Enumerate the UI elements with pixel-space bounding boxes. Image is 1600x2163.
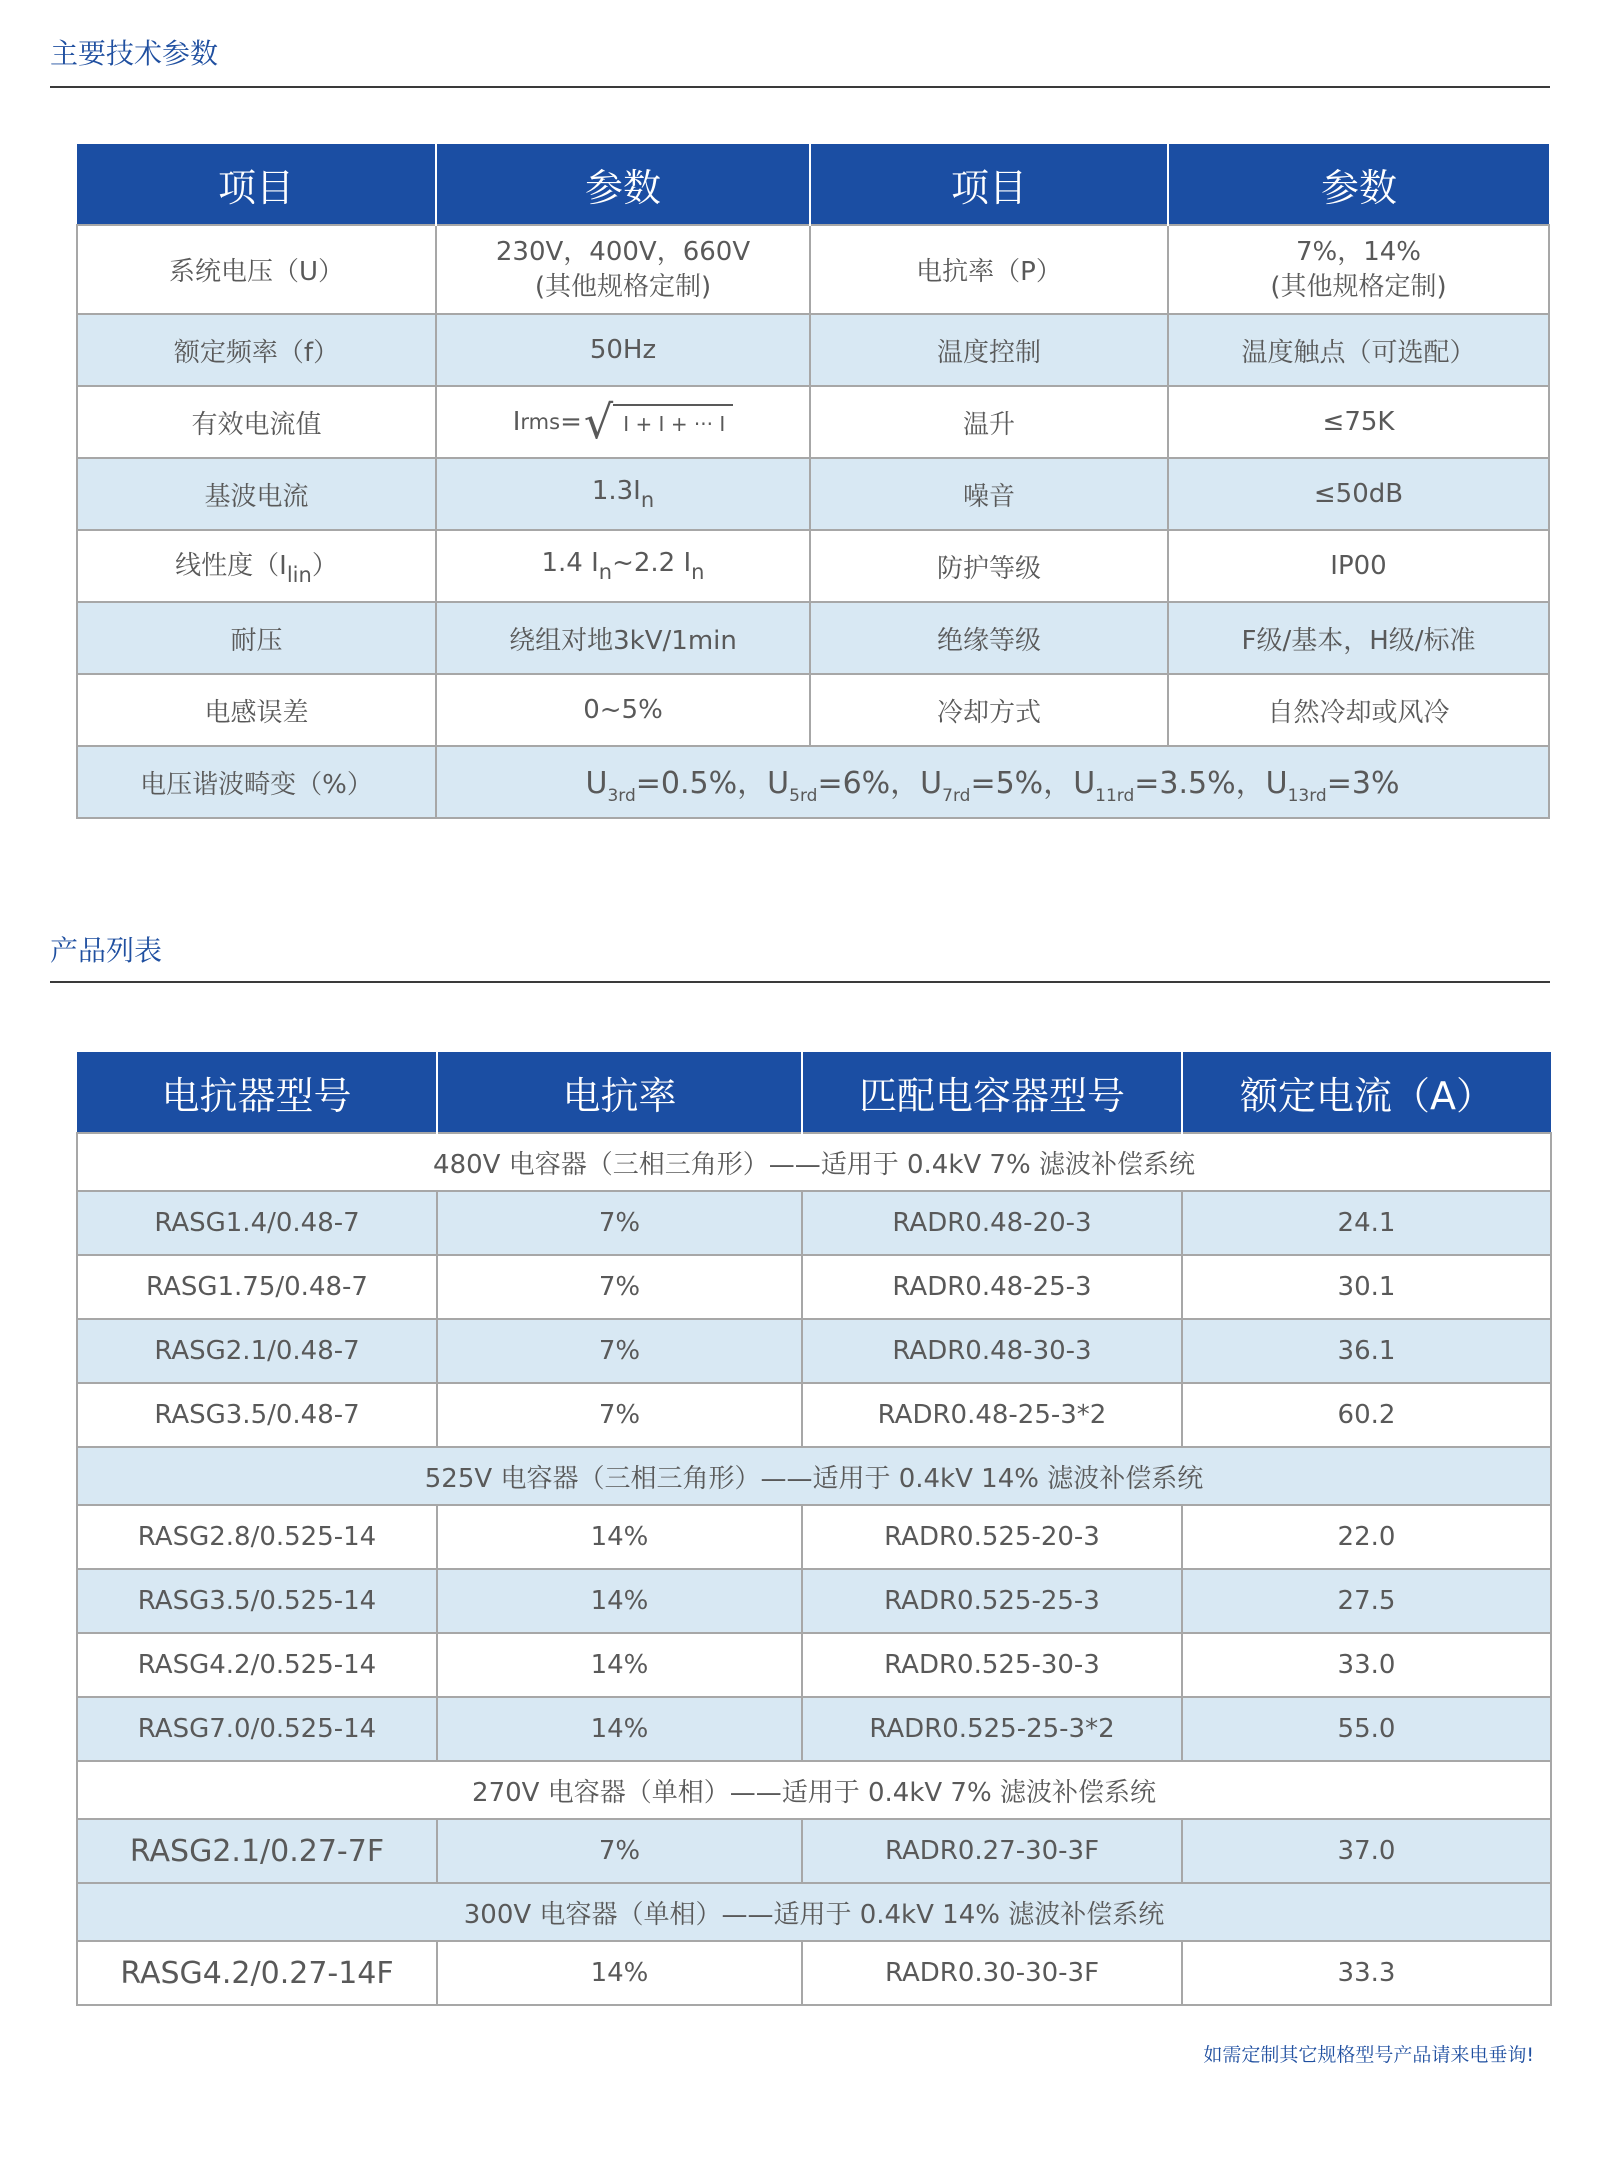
table-row (77, 314, 1549, 386)
cell-current: 30.1 (1182, 1255, 1551, 1319)
param-b-sub: n (691, 560, 705, 584)
param-line: (其他规格定制) (1270, 271, 1447, 302)
harmonic-u: U (1265, 766, 1288, 801)
group-label: 270V 电容器（单相）——适用于 0.4kV 7% 滤波补偿系统 (77, 1761, 1551, 1819)
section-title-products: 产品列表 (50, 934, 163, 967)
cell-param: ≤50dB (1168, 458, 1549, 530)
cell-rate: 14% (437, 1505, 802, 1569)
table-row (77, 225, 1549, 314)
group-label: 480V 电容器（三相三角形）——适用于 0.4kV 7% 滤波补偿系统 (77, 1133, 1551, 1191)
cell-param: IP00 (1168, 530, 1549, 602)
table-row (77, 1383, 1551, 1447)
formula-radicand: I + I + ··· I (613, 404, 733, 436)
cell-item: 电抗率（P） (810, 225, 1168, 314)
cell-item: 系统电压（U） (77, 225, 436, 314)
group-label: 300V 电容器（单相）——适用于 0.4kV 14% 滤波补偿系统 (77, 1883, 1551, 1941)
table-row (77, 1633, 1551, 1697)
cell-model: RASG1.75/0.48-7 (77, 1255, 437, 1319)
specs-table (76, 144, 1550, 819)
cell-cap: RADR0.48-25-3*2 (802, 1383, 1182, 1447)
table-row (77, 1505, 1551, 1569)
formula-eq: = (560, 407, 582, 437)
cell-current: 37.0 (1182, 1819, 1551, 1883)
header-param-1: 参数 (436, 144, 810, 225)
harmonic-sub: 7rd (942, 786, 971, 806)
section-divider (50, 981, 1550, 983)
harmonic-val: =0.5%， (635, 766, 768, 801)
header-reactor-model: 电抗器型号 (77, 1052, 437, 1133)
cell-item: 温升 (810, 386, 1168, 458)
cell-item: 冷却方式 (810, 674, 1168, 746)
harmonic-sub: 13rd (1287, 786, 1327, 806)
group-row (77, 1761, 1551, 1819)
harmonic-val: =6%， (817, 766, 921, 801)
product-body (77, 1133, 1551, 2005)
cell-current: 33.0 (1182, 1633, 1551, 1697)
cell-item: 温度控制 (810, 314, 1168, 386)
table-row (77, 1819, 1551, 1883)
table-row (77, 674, 1549, 746)
cell-param (436, 530, 810, 602)
harmonic-distortion-values (436, 746, 1549, 818)
cell-item: 基波电流 (77, 458, 436, 530)
harmonic-u: U (767, 766, 790, 801)
cell-param (436, 458, 810, 530)
custom-spec-note: 如需定制其它规格型号产品请来电垂询! (1203, 2044, 1534, 2066)
param-main: 1.3I (591, 476, 641, 506)
cell-current: 24.1 (1182, 1191, 1551, 1255)
cell-param (436, 225, 810, 314)
cell-item: 绝缘等级 (810, 602, 1168, 674)
cell-rate: 14% (437, 1697, 802, 1761)
cell-param: 50Hz (436, 314, 810, 386)
rms-formula (512, 395, 734, 449)
cell-param: ≤75K (1168, 386, 1549, 458)
cell-param: 0~5% (436, 674, 810, 746)
harmonic-val: =3% (1326, 766, 1400, 801)
table-row (77, 1941, 1551, 2005)
table-row (77, 1255, 1551, 1319)
header-reactance-rate: 电抗率 (437, 1052, 802, 1133)
table-row (77, 1697, 1551, 1761)
harmonic-u: U (1073, 766, 1096, 801)
cell-cap: RADR0.48-20-3 (802, 1191, 1182, 1255)
cell-item (77, 530, 436, 602)
cell-model: RASG3.5/0.48-7 (77, 1383, 437, 1447)
cell-cap: RADR0.30-30-3F (802, 1941, 1182, 2005)
cell-model: RASG3.5/0.525-14 (77, 1569, 437, 1633)
header-capacitor-model: 匹配电容器型号 (802, 1052, 1182, 1133)
param-sub: n (640, 488, 655, 512)
cell-param (436, 386, 810, 458)
harmonic-sub: 5rd (789, 786, 818, 806)
cell-item: 额定频率（f） (77, 314, 436, 386)
cell-current: 36.1 (1182, 1319, 1551, 1383)
cell-cap: RADR0.525-20-3 (802, 1505, 1182, 1569)
harmonic-u: U (920, 766, 943, 801)
cell-model: RASG2.1/0.27-7F (77, 1819, 437, 1883)
item-end: ） (311, 551, 338, 581)
cell-current: 33.3 (1182, 1941, 1551, 2005)
table-row (77, 602, 1549, 674)
param-a: 1.4 I (541, 548, 599, 578)
cell-rate: 14% (437, 1633, 802, 1697)
cell-rate: 14% (437, 1941, 802, 2005)
cell-param: 温度触点（可选配） (1168, 314, 1549, 386)
cell-rate: 7% (437, 1255, 802, 1319)
group-row (77, 1133, 1551, 1191)
header-item-2: 项目 (810, 144, 1168, 225)
group-row (77, 1447, 1551, 1505)
header-item-1: 项目 (77, 144, 436, 225)
cell-cap: RADR0.48-30-3 (802, 1319, 1182, 1383)
param-line: 230V，400V，660V (495, 236, 751, 267)
table-row (77, 746, 1549, 818)
harmonic-val: =3.5%， (1134, 766, 1266, 801)
table-row (77, 530, 1549, 602)
cell-model: RASG4.2/0.525-14 (77, 1633, 437, 1697)
cell-item: 防护等级 (810, 530, 1168, 602)
cell-current: 22.0 (1182, 1505, 1551, 1569)
cell-item: 耐压 (77, 602, 436, 674)
header-rated-current: 额定电流（A） (1182, 1052, 1551, 1133)
table-row (77, 1191, 1551, 1255)
harmonic-val: =5%， (970, 766, 1074, 801)
cell-rate: 14% (437, 1569, 802, 1633)
cell-item: 噪音 (810, 458, 1168, 530)
cell-rate: 7% (437, 1191, 802, 1255)
cell-model: RASG4.2/0.27-14F (77, 1941, 437, 2005)
cell-current: 27.5 (1182, 1569, 1551, 1633)
product-table (76, 1052, 1552, 2006)
table-row (77, 458, 1549, 530)
table-row (77, 1569, 1551, 1633)
param-line: (其他规格定制) (534, 271, 712, 302)
item-main: 线性度（I (175, 551, 287, 581)
table-row (77, 386, 1549, 458)
section-divider (50, 86, 1550, 88)
cell-param: 自然冷却或风冷 (1168, 674, 1549, 746)
cell-rate: 7% (437, 1383, 802, 1447)
formula-lhs-sub: rms (520, 410, 561, 434)
harmonic-u: U (585, 766, 608, 801)
cell-rate: 7% (437, 1319, 802, 1383)
table-header-row (77, 144, 1549, 225)
cell-current: 55.0 (1182, 1697, 1551, 1761)
param-a-sub: n (598, 560, 613, 584)
cell-model: RASG2.1/0.48-7 (77, 1319, 437, 1383)
header-param-2: 参数 (1168, 144, 1549, 225)
cell-model: RASG2.8/0.525-14 (77, 1505, 437, 1569)
cell-cap: RADR0.525-30-3 (802, 1633, 1182, 1697)
param-b: ~2.2 I (612, 548, 692, 578)
group-row (77, 1883, 1551, 1941)
cell-item: 有效电流值 (77, 386, 436, 458)
cell-cap: RADR0.48-25-3 (802, 1255, 1182, 1319)
sqrt-icon: √ (583, 395, 614, 449)
cell-current: 60.2 (1182, 1383, 1551, 1447)
section-title-specs: 主要技术参数 (50, 37, 219, 70)
cell-model: RASG1.4/0.48-7 (77, 1191, 437, 1255)
cell-model: RASG7.0/0.525-14 (77, 1697, 437, 1761)
cell-cap: RADR0.525-25-3*2 (802, 1697, 1182, 1761)
cell-cap: RADR0.27-30-3F (802, 1819, 1182, 1883)
table-header-row (77, 1052, 1551, 1133)
cell-rate: 7% (437, 1819, 802, 1883)
group-label: 525V 电容器（三相三角形）——适用于 0.4kV 14% 滤波补偿系统 (77, 1447, 1551, 1505)
cell-item: 电感误差 (77, 674, 436, 746)
cell-param (1168, 225, 1549, 314)
table-row (77, 1319, 1551, 1383)
cell-param: F级/基本，H级/标准 (1168, 602, 1549, 674)
harmonic-sub: 11rd (1095, 786, 1135, 806)
cell-cap: RADR0.525-25-3 (802, 1569, 1182, 1633)
cell-item: 电压谐波畸变（%） (77, 746, 436, 818)
param-line: 7%，14% (1295, 236, 1422, 267)
formula-lhs: I (512, 407, 521, 437)
cell-param: 绕组对地3kV/1min (436, 602, 810, 674)
harmonic-sub: 3rd (607, 786, 636, 806)
item-sub: lin (286, 563, 312, 587)
